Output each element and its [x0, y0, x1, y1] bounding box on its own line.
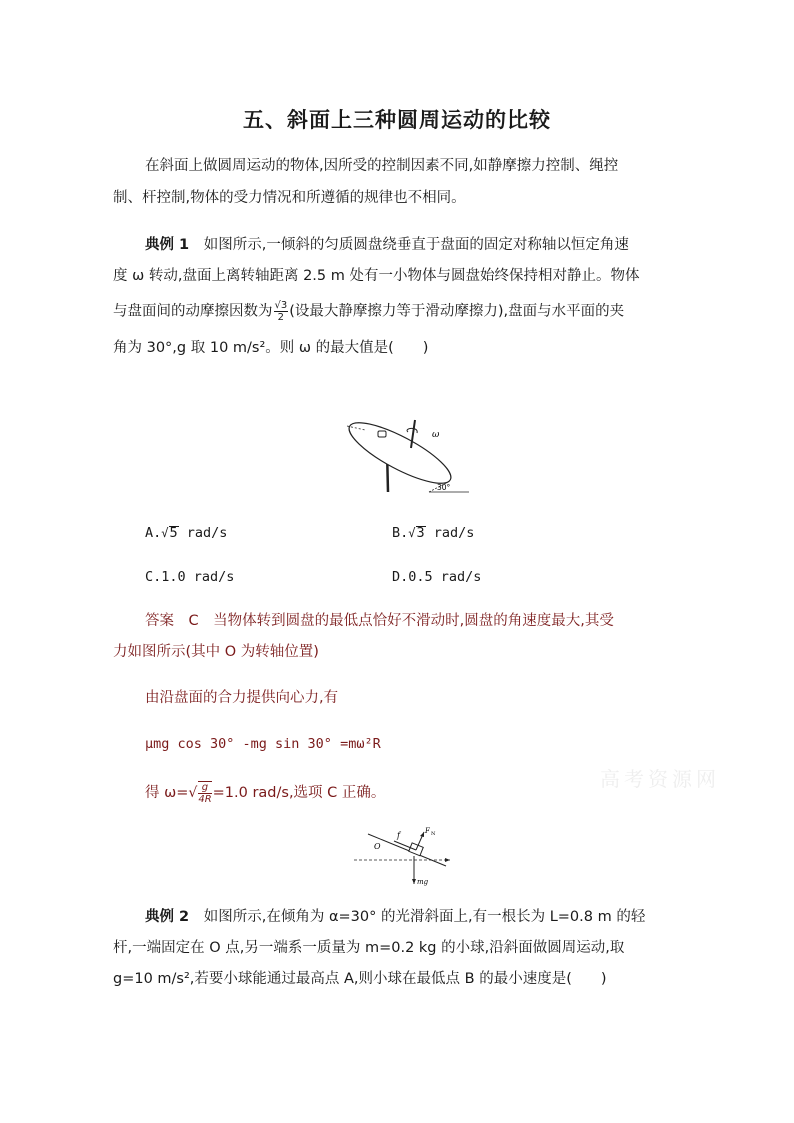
answer1-result: 得 ω=√ $\frac{g}{4R}$ =1.0 rad/s,选项 C 正确。 [145, 782, 386, 805]
answer1-line-1: 答案 C 当物体转到圆盘的最低点恰好不滑动时,圆盘的角速度最大,其受 [145, 613, 614, 629]
example1-label: 典例 1 [145, 237, 190, 253]
example2-label: 典例 2 [145, 909, 190, 925]
example1-text-3b: (设最大静摩擦力等于滑动摩擦力),盘面与水平面的夹 [289, 303, 625, 320]
option-a-radicand: 5 [169, 525, 178, 541]
answer1-line-3: 由沿盘面的合力提供向心力,有 [145, 690, 339, 706]
small-object [378, 431, 386, 437]
example1-line-1 [145, 235, 629, 255]
option-b-unit: rad/s [425, 525, 475, 541]
label-fn: F [425, 827, 430, 835]
result-fraction-denominator: 4R [198, 794, 212, 805]
example1-line-4: 角为 30°,g 取 10 m/s²。则 ω 的最大值是( ) [113, 340, 429, 356]
normal-arrowhead-icon [420, 832, 424, 837]
example1-line-2: 度 ω 转动,盘面上离转轴距离 2.5 m 处有一小物体与圆盘始终保持相对静止。物体 [113, 268, 640, 284]
label-o: O [374, 842, 381, 851]
result-prefix: 得 ω= [145, 785, 189, 801]
angle-label: 30° [437, 483, 451, 492]
example1-text-3a: 与盘面间的动摩擦因数为 [113, 303, 273, 320]
tilted-disk-figure [345, 418, 475, 498]
label-f: f [397, 831, 400, 840]
example1-line-3 [113, 300, 624, 323]
answer1-equation: μmg cos 30° -mg sin 30° =mω²R [145, 736, 381, 752]
option-a-prefix: A. [145, 525, 162, 541]
force-diagram-figure [352, 822, 452, 888]
example2-line-2: 杆,一端固定在 O 点,另一端系一质量为 m=0.2 kg 的小球,沿斜面做圆周运动,取 [113, 940, 625, 956]
fraction-denominator: 2 [277, 312, 285, 323]
option-b-radicand: 3 [416, 525, 425, 541]
example1-text-1: 如图所示,一倾斜的匀质圆盘绕垂直于盘面的固定对称轴以恒定角速 [203, 237, 629, 253]
omega-label: ω [432, 430, 440, 440]
result-fraction [198, 781, 211, 805]
option-a-unit: rad/s [178, 525, 228, 541]
label-mg: mg [417, 878, 429, 886]
fraction-numerator: √3 [274, 300, 288, 311]
option-d[interactable]: D.0.5 rad/s [392, 569, 482, 585]
example2-line-3: g=10 m/s²,若要小球能通过最高点 A,则小球在最低点 B 的最小速度是( ) [113, 971, 607, 987]
answer1-line-2: 力如图所示(其中 O 为转轴位置) [113, 644, 319, 660]
example2-line-1 [145, 907, 645, 927]
friction-coefficient-fraction [274, 300, 289, 323]
intro-line-1: 在斜面上做圆周运动的物体,因所受的控制因素不同,如静摩擦力控制、绳控 [145, 158, 619, 174]
option-b[interactable]: B.√3 rad/s [392, 525, 475, 541]
watermark: 高考资源网 [600, 767, 720, 791]
rotation-arrow-icon [407, 428, 417, 433]
horizontal-arrowhead-icon [445, 858, 450, 862]
example2-text-1: 如图所示,在倾角为 α=30° 的光滑斜面上,有一根长为 L=0.8 m 的轻 [203, 909, 646, 925]
intro-line-2: 制、杆控制,物体的受力情况和所遵循的规律也不相同。 [113, 190, 466, 206]
gravity-arrowhead-icon [412, 879, 416, 884]
section-title: 五、斜面上三种圆周运动的比较 [243, 108, 551, 132]
option-b-prefix: B. [392, 525, 409, 541]
label-fn-sub: N [431, 831, 436, 837]
result-fraction-numerator: g [198, 782, 211, 794]
option-a[interactable]: A.√5 rad/s [145, 525, 228, 541]
result-suffix: =1.0 rad/s,选项 C 正确。 [212, 785, 386, 801]
option-c[interactable]: C.1.0 rad/s [145, 569, 235, 585]
